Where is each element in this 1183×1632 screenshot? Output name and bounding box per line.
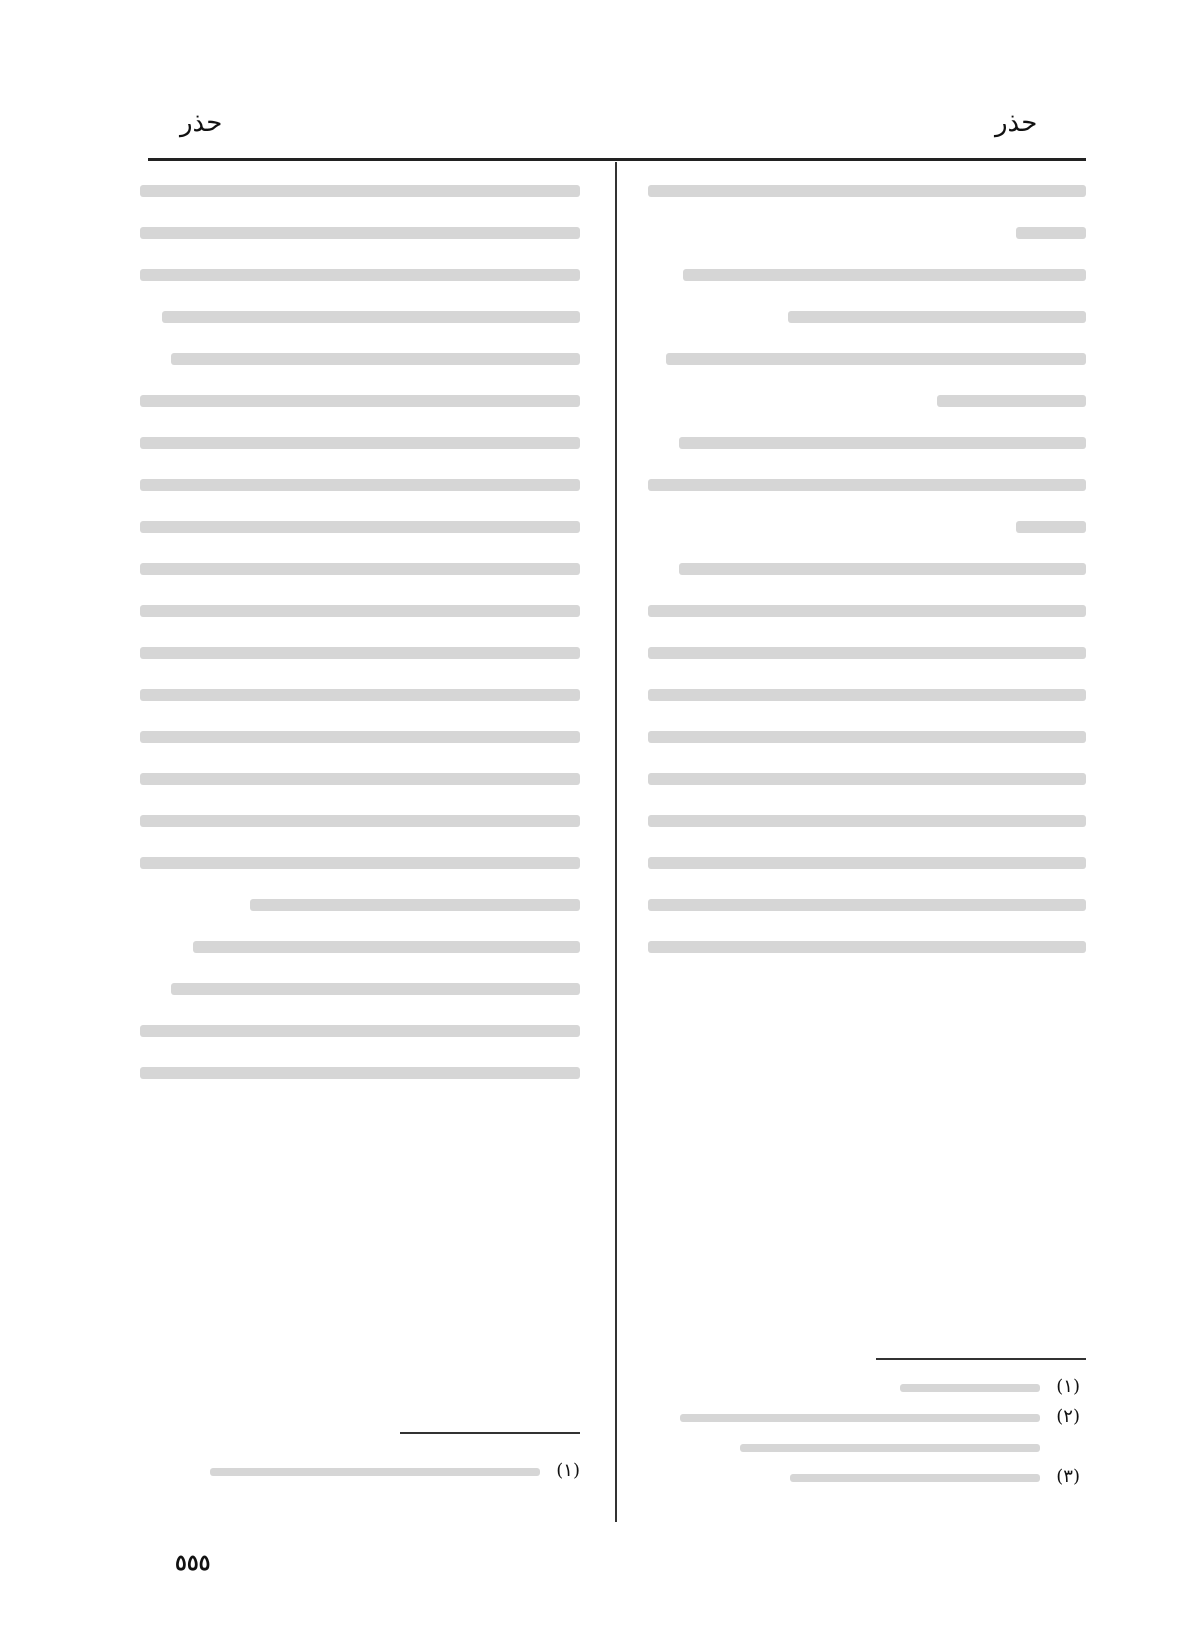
paragraph [648,563,1086,953]
footnote [660,1376,1080,1402]
footnote [660,1406,1080,1432]
paragraph [648,437,1086,533]
footnotes-left [160,1460,580,1490]
paragraph [648,185,1086,239]
verse [648,269,1086,323]
footnote-number: (١) [1056,1376,1080,1397]
paragraph [140,185,580,323]
running-head-right: حذر [995,108,1038,138]
header-rule [148,158,1086,161]
footnote-rule [400,1432,580,1434]
paragraph [140,353,580,911]
footnote-number: (٣) [1056,1466,1080,1487]
column-divider [615,162,617,1522]
footnote [660,1466,1080,1492]
footnote-number: (١) [556,1460,580,1481]
paragraph [140,983,580,1079]
running-head-left: حذر [180,108,223,138]
footnotes-right [660,1376,1080,1496]
footnote-continuation [660,1436,1080,1462]
footnote-rule [876,1358,1086,1360]
footnote-number: (٢) [1056,1406,1080,1427]
right-column-text [648,185,1086,983]
paragraph [140,941,580,953]
paragraph [648,353,1086,407]
footnote [160,1460,580,1486]
page-number: ٥٥٥ [175,1550,211,1576]
left-column-text [140,185,580,1109]
